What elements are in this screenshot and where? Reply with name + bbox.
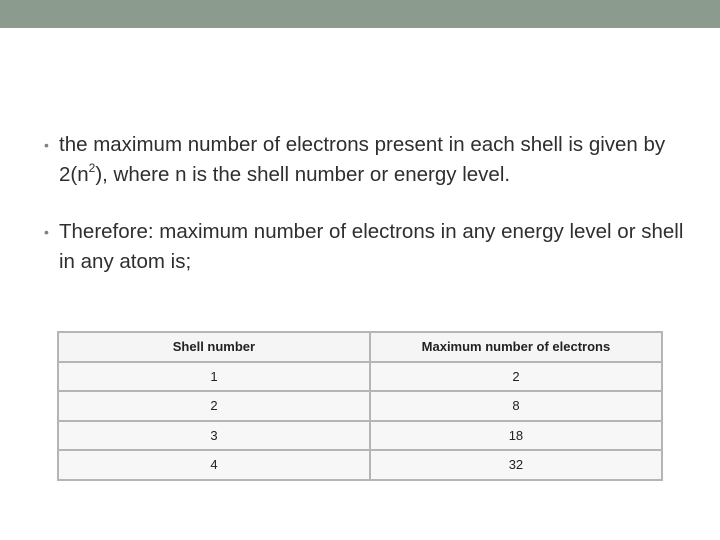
superscript-exponent: 2 [88,161,96,176]
table-row [58,391,662,421]
header-shell-number: Shell number [58,332,370,362]
cell-max-electrons: 32 [370,450,662,480]
bullet-dot-icon: • [44,224,49,240]
bullet-item-formula [44,130,694,190]
cell-max-electrons: 8 [370,391,662,421]
electron-shell-table [57,331,663,481]
bullet-text-part: the maximum number of electrons present in each shell is given by 2(n [59,133,666,186]
cell-max-electrons: 2 [370,362,662,392]
cell-shell-number: 2 [58,391,370,421]
header-max-electrons: Maximum number of electrons [370,332,662,362]
cell-shell-number: 4 [58,450,370,480]
table-row [58,421,662,451]
bullet-text: Therefore: maximum number of electrons in any energy level or shell in any atom is; [59,220,684,273]
bullet-text-part: ), where n is the shell number or energy level. [95,163,511,186]
bullet-list [44,130,694,304]
table-header-row [58,332,662,362]
cell-max-electrons: 18 [370,421,662,451]
bullet-item-therefore [44,217,694,277]
cell-shell-number: 1 [58,362,370,392]
slide-top-bar [0,0,720,28]
electron-table-container [57,331,663,481]
table-row [58,362,662,392]
bullet-dot-icon: • [44,137,49,153]
cell-shell-number: 3 [58,421,370,451]
table-row [58,450,662,480]
